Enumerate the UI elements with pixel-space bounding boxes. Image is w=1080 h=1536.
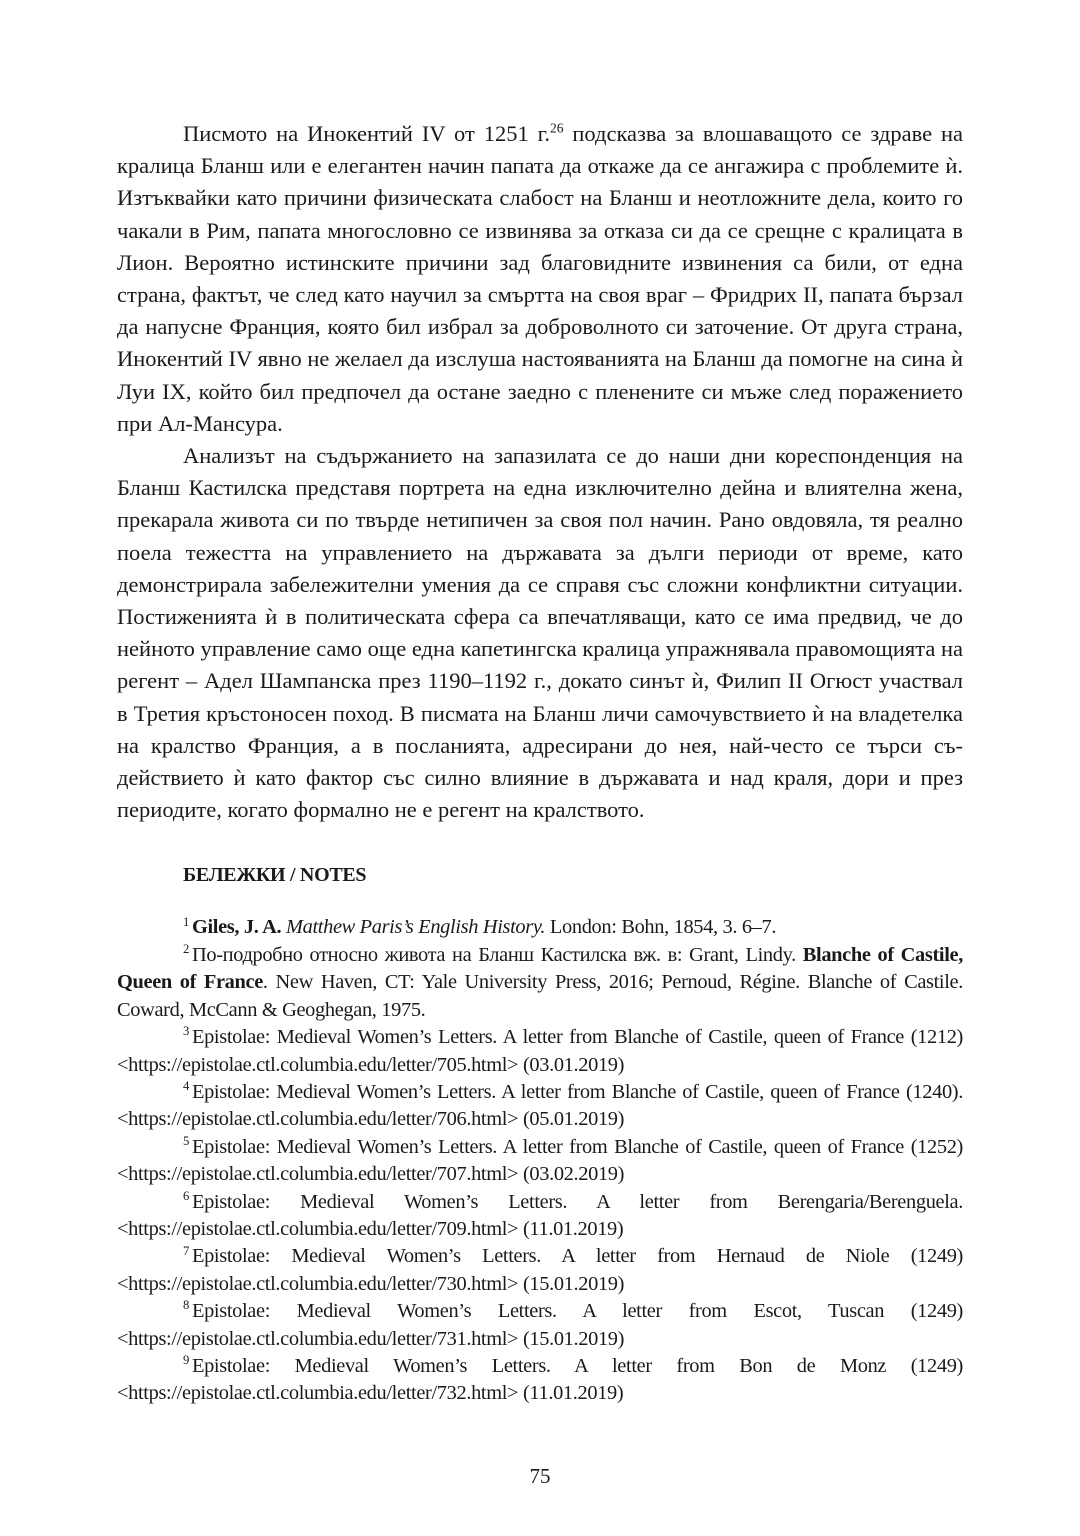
note-text: Epistolae: Medieval Women’s Letters. A letter from Blanche of Castile, queen of France (1240). <https://epistolae.ctl.columbia.edu/letter/706.html> (05.01.2019) — [117, 1080, 963, 1131]
note-text: Epistolae: Medieval Women’s Letters. A letter from Blanche of Castile, queen of France (1212) <https://epistolae.ctl.columbia.edu/letter/705.html> (03.01.2019) — [117, 1026, 963, 1076]
body-text — [117, 118, 963, 826]
paragraph-2 — [117, 440, 963, 826]
note-text: Epistolae: Medieval Women’s Letters. A letter from Berengaria/Berenguela. <https://epistolae.ctl.columbia.edu/letter/709.html> (11.01.2019) — [117, 1190, 963, 1240]
note-6 — [117, 1189, 963, 1244]
paragraph-2-text: Анализът на съдържанието на запазилата се до наши дни кореспонденция на Бланш Кастилска представя портрета на една изключително дейна и влиятелна жена, прекарала живота си по твърде нетипичен за своя пол начин. Рано овдовяла, тя реално поела тежестта на управлението на държавата за дълги периоди от време, като демонстрирала забележителни умения да се справя със сложни конфликтни ситуации. Постиженията ѝ в политическата сфера са впечатляващи, като се има предвид, че до нейното управление само още една капетингска кралица упражнявала правомощията на регент – Адел Шампанска през 1190–1192 г., докато синът ѝ, Филип II Огюст участвал в Третия кръстоносен поход. В писмата на Бланш личи самочувствието ѝ на владетелка на кралство Франция, а в посланията, адресирани до нея, най-често се търси съдействието ѝ като фактор със силно влияние в държавата и над краля, дори и през периодите, когато формално не е регент на кралството. — [117, 443, 963, 823]
note-text: Epistolae: Medieval Women’s Letters. A letter from Bon de Monz (1249) <https://epistolae.ctl.columbia.edu/letter/732.html> (11.01.2019) — [117, 1354, 963, 1405]
note-9 — [117, 1353, 963, 1408]
note-number: 3 — [183, 1024, 189, 1039]
notes-list — [117, 914, 963, 1407]
note-8 — [117, 1298, 963, 1353]
note-number: 2 — [183, 942, 189, 957]
paragraph-1-text-end: подсказва за влошаващото се здраве на кралица Бланш или е елегантен начин папата да откаже да се ангажира с проблемите ѝ. Изтъквайки като причини физическата слабост на Бланш и неотложните дела, които го чакали в Рим, папата многословно се извинява за отказа си да се срещне с кралицата в Лион. Вероятно истинските причини зад благовидните извинения са били, от една страна, фактът, че след като научил за смъртта на своя враг – Фридрих II, папата бързал да напусне Франция, която бил избрал за доброволното си заточение. От друга страна, Инокентий IV явно не желаел да изслуша настояванията на Бланш да помогне на сина ѝ Луи IX, който бил предпочел да остане заедно с пленените си мъже след поражението при Ал-Мансура. — [117, 121, 963, 436]
note-author: Giles, J. A. — [191, 916, 282, 939]
note-2 — [117, 942, 963, 1024]
note-4 — [117, 1079, 963, 1134]
note-1 — [117, 914, 963, 941]
paragraph-1 — [117, 118, 963, 440]
notes-heading: БЕЛЕЖКИ / NOTES — [183, 864, 367, 887]
note-number: 1 — [183, 914, 189, 929]
note-title: Blanche of Castile, Queen of France — [117, 943, 963, 994]
note-text: По-подробно относно живота на Бланш Кастилска вж. в: Grant, Lindy. — [191, 943, 803, 966]
note-text: London: Bohn, 1854, 3. 6–7. — [545, 916, 777, 939]
note-number: 5 — [183, 1133, 189, 1148]
note-number: 8 — [183, 1298, 189, 1313]
note-number: 4 — [183, 1079, 189, 1094]
note-7 — [117, 1243, 963, 1298]
paragraph-1-text-start: Писмото на Инокентий IV от 1251 г. — [183, 121, 550, 146]
note-number: 6 — [183, 1188, 189, 1203]
footnote-ref-26[interactable]: 26 — [549, 120, 564, 136]
note-3 — [117, 1024, 963, 1079]
note-title: Matthew Paris’s English History. — [281, 916, 546, 939]
note-number: 9 — [183, 1353, 189, 1368]
note-text: Epistolae: Medieval Women’s Letters. A letter from Hernaud de Niole (1249) <https://epistolae.ctl.columbia.edu/letter/730.html> (15.01.2019) — [117, 1245, 963, 1295]
note-text-continued: . New Haven, CT: Yale University Press, 2016; Pernoud, Régine. Blanche of Castile. Coward, McCann & Geoghegan, 1975. — [117, 971, 963, 1021]
page-content — [117, 118, 963, 1408]
note-number: 7 — [183, 1243, 189, 1258]
page-number: 75 — [529, 1464, 551, 1488]
note-text: Epistolae: Medieval Women’s Letters. A letter from Escot, Tuscan (1249) <https://epistolae.ctl.columbia.edu/letter/731.html> (15.01.2019) — [117, 1300, 963, 1350]
note-5 — [117, 1134, 963, 1189]
note-text: Epistolae: Medieval Women’s Letters. A letter from Blanche of Castile, queen of France (1252) <https://epistolae.ctl.columbia.edu/letter/707.html> (03.02.2019) — [117, 1135, 963, 1186]
